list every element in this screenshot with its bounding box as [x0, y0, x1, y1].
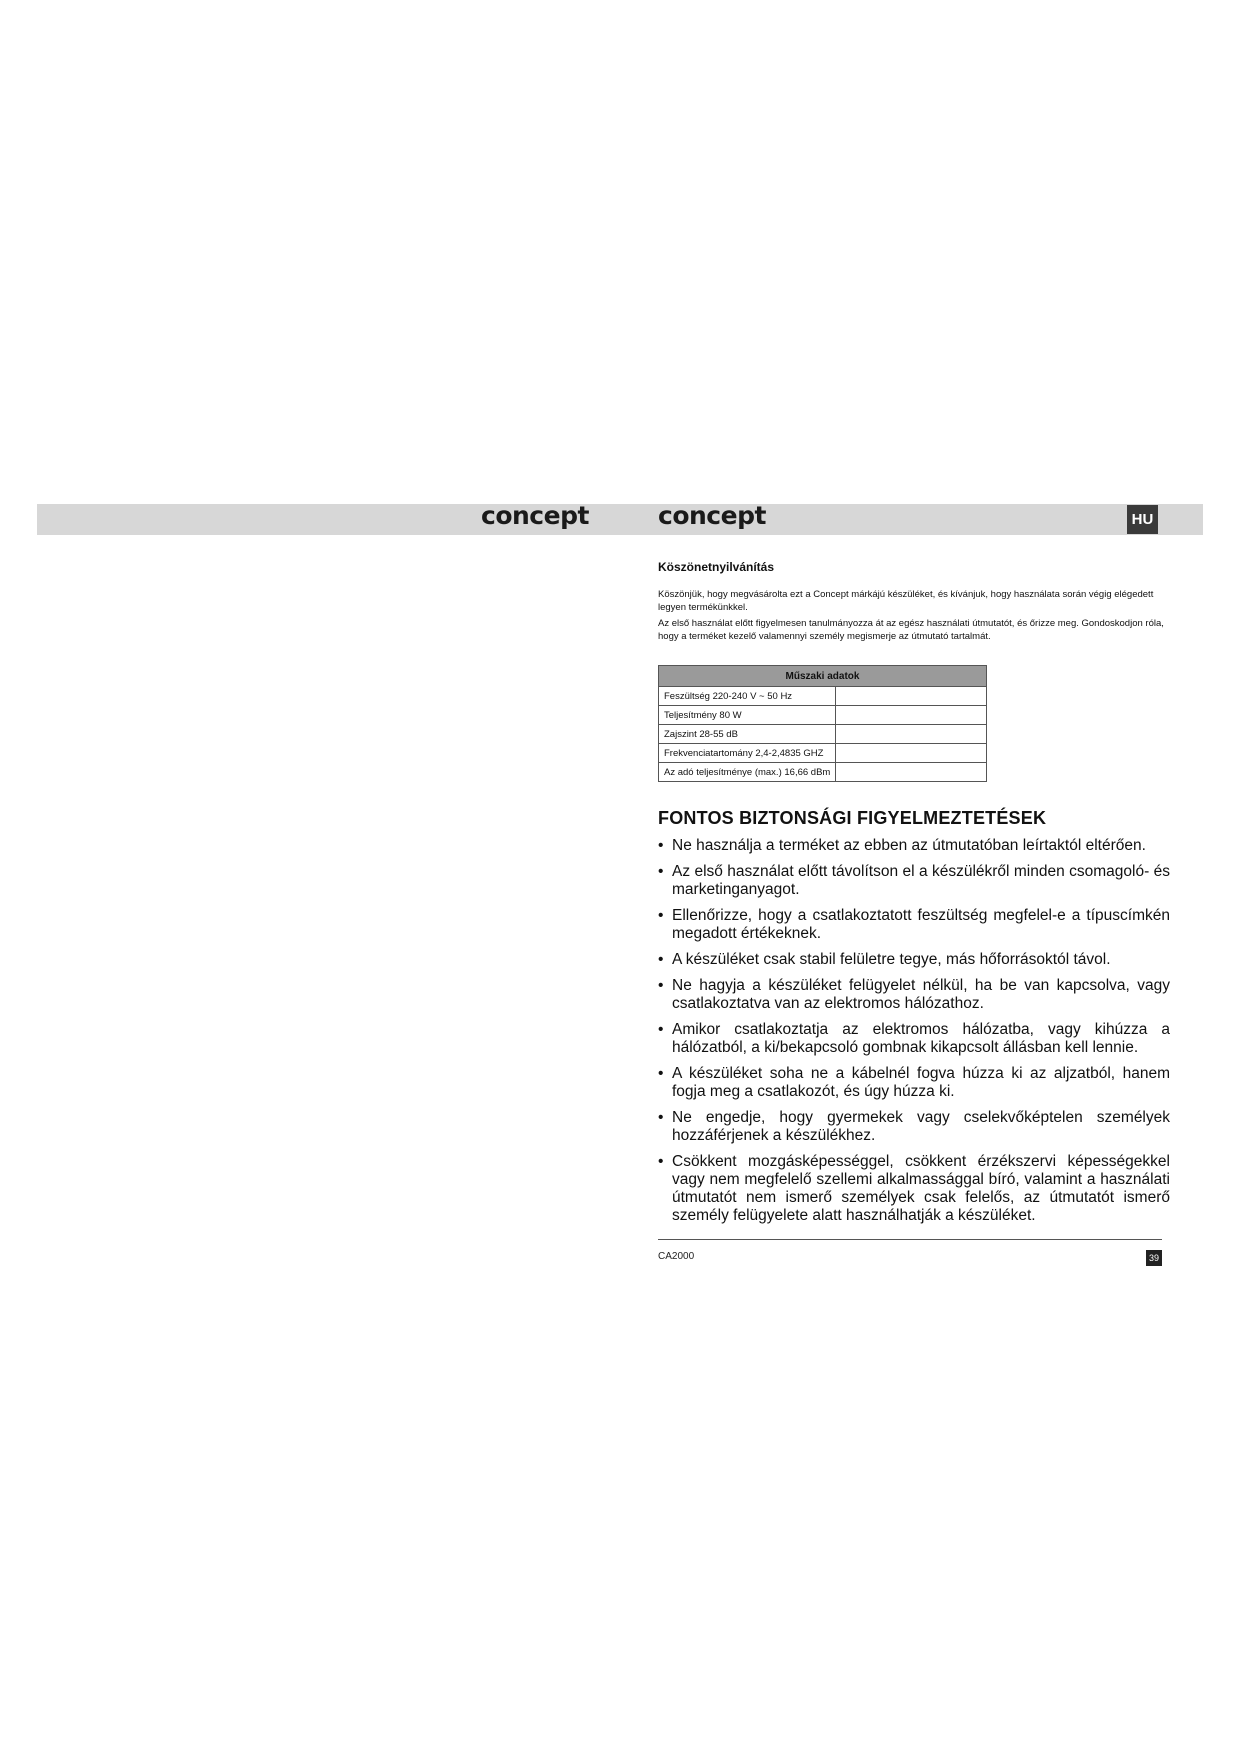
list-item: • Az első használat előtt távolítson el a készülékről minden csomagoló- és marketinganyagot.: [658, 863, 1170, 899]
table-row: [659, 725, 987, 744]
warnings-title: FONTOS BIZTONSÁGI FIGYELMEZTETÉSEK: [658, 808, 1047, 828]
thanks-title: Köszönetnyilvánítás: [658, 560, 775, 574]
brand-logo-left: concept: [481, 501, 589, 530]
table-row: [659, 687, 987, 706]
spec-value: [836, 763, 987, 782]
specs-table-title: Műszaki adatok: [659, 666, 987, 687]
spec-value: [836, 687, 987, 706]
page-number: 39: [1146, 1250, 1162, 1266]
spec-value: [836, 744, 987, 763]
list-item: • Ne használja a terméket az ebben az útmutatóban leírtaktól eltérően.: [658, 837, 1170, 855]
header-bar: [37, 504, 1203, 535]
table-row: [659, 706, 987, 725]
warnings-list: [658, 837, 1170, 1225]
spec-label: Frekvenciatartomány 2,4-2,4835 GHZ: [659, 744, 836, 763]
spec-label: Zajszint 28-55 dB: [659, 725, 836, 744]
table-row: [659, 763, 987, 782]
table-row: [659, 744, 987, 763]
language-badge: HU: [1127, 505, 1158, 534]
spec-value: [836, 706, 987, 725]
spec-label: Feszültség 220-240 V ~ 50 Hz: [659, 687, 836, 706]
spec-value: [836, 725, 987, 744]
model-number: CA2000: [658, 1251, 695, 1262]
list-item: • A készüléket csak stabil felületre tegye, más hőforrásoktól távol.: [658, 951, 1170, 969]
list-item: • Ne engedje, hogy gyermekek vagy cselekvőképtelen személyek hozzáférjenek a készülékhez.: [658, 1109, 1170, 1145]
list-item: • Ellenőrizze, hogy a csatlakoztatott feszültség megfelel-e a típuscímkén megadott értékeknek.: [658, 907, 1170, 943]
list-item: • Ne hagyja a készüléket felügyelet nélkül, ha be van kapcsolva, vagy csatlakoztatva van az elektromos hálózathoz.: [658, 977, 1170, 1013]
spec-label: Teljesítmény 80 W: [659, 706, 836, 725]
list-item: • Csökkent mozgásképességgel, csökkent érzékszervi képességekkel vagy nem megfelelő szellemi alkalmassággal bíró, valamint a használati útmutatót nem ismerő személyek csak felelős, az útmutatót ismerő személy felügyelete alatt használhatják a készüléket.: [658, 1153, 1170, 1225]
spec-label: Az adó teljesítménye (max.) 16,66 dBm: [659, 763, 836, 782]
list-item: • A készüléket soha ne a kábelnél fogva húzza ki az aljzatból, hanem fogja meg a csatlakozót, és úgy húzza ki.: [658, 1065, 1170, 1101]
thanks-paragraph-1: Köszönjük, hogy megvásárolta ezt a Concept márkájú készüléket, és kívánjuk, hogy használata során végig elégedett legyen termékünkkel.: [658, 589, 1154, 613]
page-content: [658, 560, 1170, 1233]
specs-table: [658, 665, 987, 782]
footer-divider: [658, 1239, 1162, 1240]
thanks-paragraph-2: Az első használat előtt figyelmesen tanulmányozza át az egész használati útmutatót, és őrizze meg. Gondoskodjon róla, hogy a terméket kezelő valamennyi személy megismerje az útmutató tartalmát.: [658, 618, 1164, 642]
list-item: • Amikor csatlakoztatja az elektromos hálózatba, vagy kihúzza a hálózatból, a ki/bekapcsoló gombnak kikapcsolt állásban kell lennie.: [658, 1021, 1170, 1057]
brand-logo-right: concept: [658, 501, 766, 530]
